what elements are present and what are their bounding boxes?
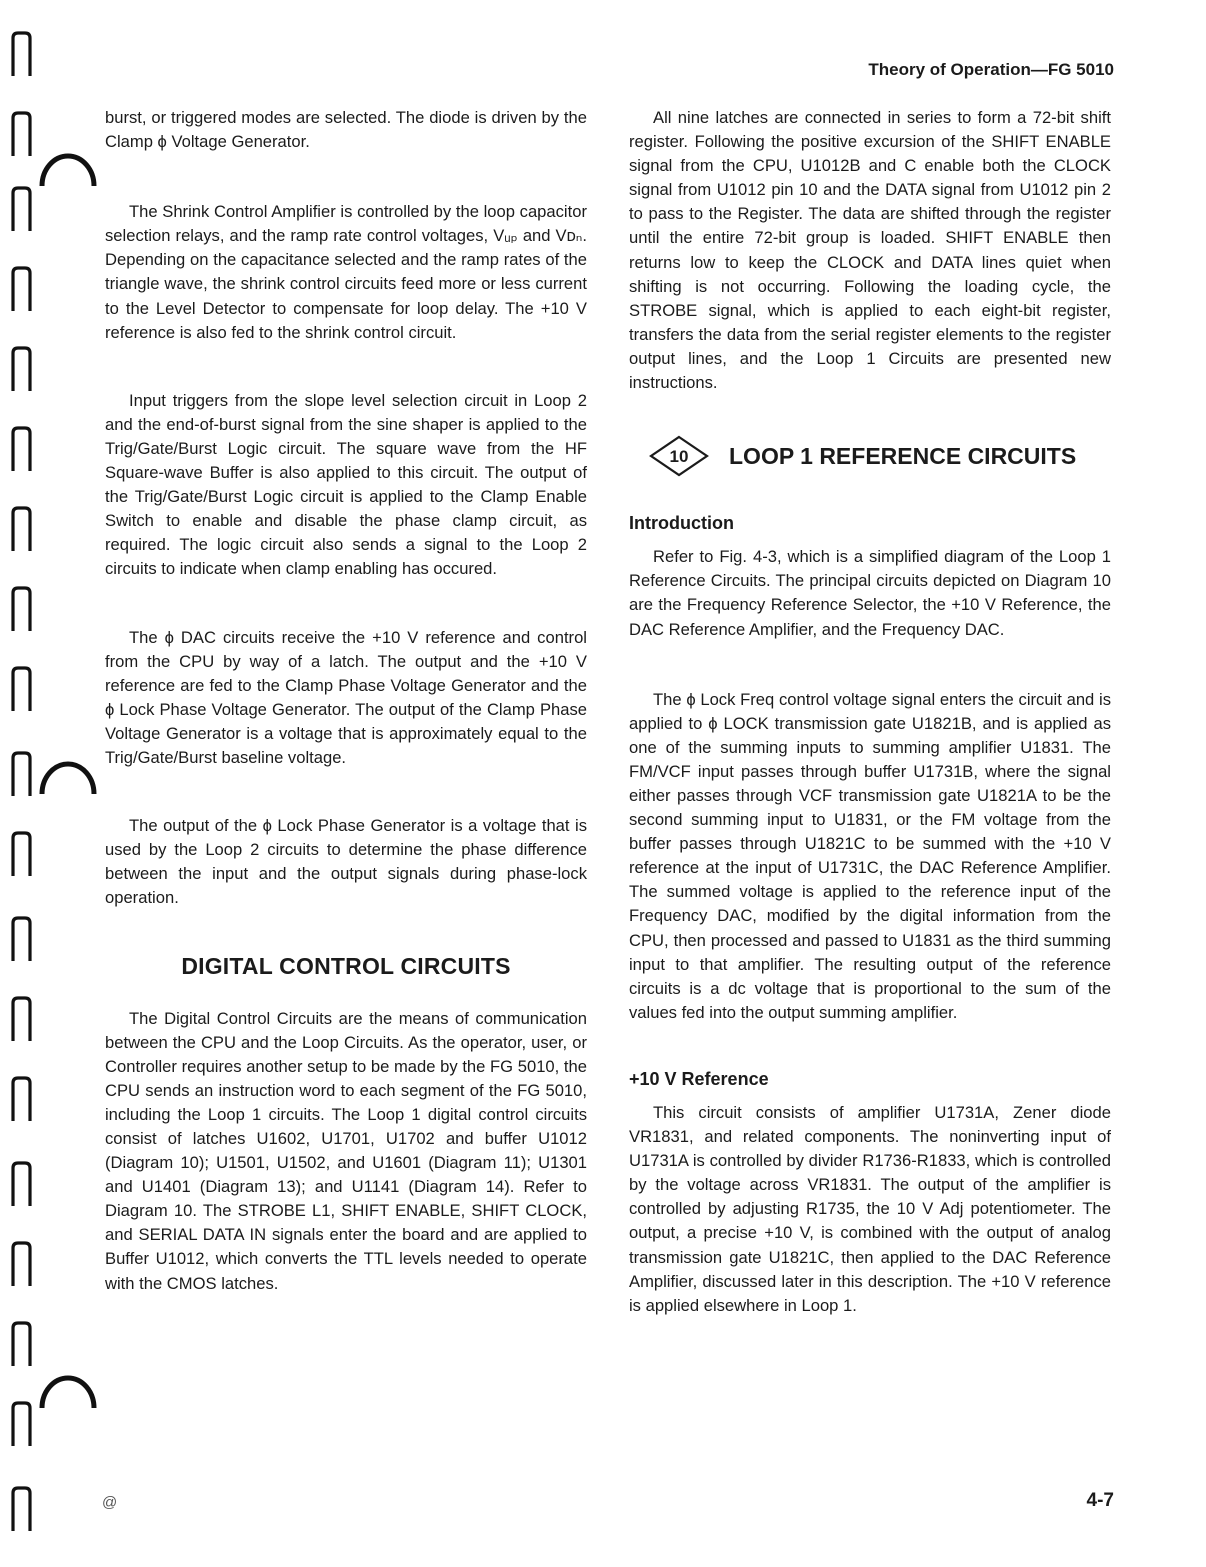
binding-hole-icon <box>6 345 36 393</box>
binding-hole-icon <box>6 505 36 553</box>
binding-hole-icon <box>6 1320 36 1368</box>
paragraph: Refer to Fig. 4-3, which is a simplified diagram of the Loop 1 Reference Circuits. The principal circuits depicted on Diagram 10 are the Frequency Reference Selector, the +10 V Reference, the DAC Reference Amplifier, and the Frequency DAC. <box>629 547 1111 639</box>
binding-hole-icon <box>6 110 36 158</box>
paragraph: All nine latches are connected in series to form a 72-bit shift register. Following the positive excursion of the SHIFT ENABLE signal from the CPU, U1012B and C enable both the CLOCK signal from U1012 pin 10 and the DATA signal from U1012 pin 2 to pass to the Register. The data are shifted through the register until the entire 72-bit group is loaded. SHIFT ENABLE then returns low to keep the CLOCK and DATA lines quiet when shifting is not occurring. Following the loading cycle, the STROBE signal, which is applied to each eight-bit register, transfers the data from the serial register elements to the register output lines, and the Loop 1 Circuits are presented new instructions. <box>629 108 1111 393</box>
section-heading: LOOP 1 REFERENCE CIRCUITS <box>729 443 1077 470</box>
diamond-badge-icon <box>649 435 709 477</box>
diagram-number: 10 <box>669 447 689 467</box>
binding-hole-icon <box>6 1485 36 1533</box>
punch-hole-icon <box>38 148 98 188</box>
binding-hole-icon <box>6 265 36 313</box>
binding-hole-icon <box>6 425 36 473</box>
binding-hole-icon <box>6 30 36 78</box>
binding-hole-icon <box>6 750 36 798</box>
left-column <box>105 106 587 1296</box>
running-title: Theory of Operation—FG 5010 <box>868 60 1114 79</box>
binding-hole-icon <box>6 665 36 713</box>
binding-hole-icon <box>6 585 36 633</box>
binding-hole-icon <box>6 1160 36 1208</box>
punch-hole-icon <box>38 1370 98 1410</box>
footer-mark: @ <box>102 1494 118 1511</box>
binding-hole-icon <box>6 185 36 233</box>
binding-hole-icon <box>6 995 36 1043</box>
binding-hole-icon <box>6 1240 36 1288</box>
paragraph: This circuit consists of amplifier U1731A, Zener diode VR1831, and related components. The noninverting input of U1731A is controlled by divider R1736-R1833, which is controlled by the voltage across VR1831. The output of the amplifier is controlled by adjusting R1735, the 10 V Adj potentiometer. The output, a precise +10 V, is combined with the output of analog transmission gate U1821C, then applied to the DAC Reference Amplifier, discussed later in this description. The +10 V reference is applied elsewhere in Loop 1. <box>629 1103 1111 1315</box>
paragraph: Input triggers from the slope level selection circuit in Loop 2 and the end-of-burst signal from the sine shaper is applied to the Trig/Gate/Burst Logic circuit. The square wave from the HF Square-wave Buffer is also applied to this circuit. The output of the Trig/Gate/Burst Logic circuit is applied to the Clamp Enable Switch to enable and disable the phase clamp circuit, as required. The logic circuit also sends a signal to the Loop 2 circuits to indicate when clamp enabling has occured. <box>105 390 587 579</box>
diagram-heading <box>629 435 1111 477</box>
paragraph: The Digital Control Circuits are the means of communication between the CPU and the Loop Circuits. As the operator, user, or Controller requires another setup to be made by the FG 5010, the CPU sends an instruction word to each segment of the FG 5010, including the Loop 1 circuits. The Loop 1 digital control circuits consist of latches U1602, U1701, U1702 and buffer U1012 (Diagram 10); U1501, U1502, and U1601 (Diagram 11); U1301 and U1401 (Diagram 13); and U1141 (Diagram 14). Refer to Diagram 10. The STROBE L1, SHIFT ENABLE, SHIFT CLOCK, and SERIAL DATA IN signals enter the board and are applied to Buffer U1012, which converts the TTL levels needed to operate with the CMOS latches. <box>105 1008 587 1293</box>
paragraph: The Shrink Control Amplifier is controlled by the loop capacitor selection relays, and the ramp rate control voltages, Vᵤₚ and Vᴅₙ. Depending on the capacitance selected and the ramp rates of the triangle wave, the shrink control circuits feed more or less current to the Level Detector to compensate for loop delay. The +10 V reference is also fed to the shrink control circuit. <box>105 202 587 342</box>
subheading: +10 V Reference <box>629 1068 769 1089</box>
paragraph: The ϕ DAC circuits receive the +10 V reference and control from the CPU by way of a latch. The output and the +10 V reference are fed to the Clamp Phase Voltage Generator and the ϕ Lock Phase Voltage Generator. The output of the Clamp Phase Voltage Generator is a voltage that is approximately equal to the Trig/Gate/Burst baseline voltage. <box>105 627 587 767</box>
punch-hole-icon <box>38 756 98 796</box>
page-number: 4-7 <box>1086 1490 1114 1511</box>
paragraph: burst, or triggered modes are selected. The diode is driven by the Clamp ϕ Voltage Generator. <box>105 108 587 152</box>
binding-hole-icon <box>6 830 36 878</box>
binding-hole-icon <box>6 1075 36 1123</box>
subheading: Introduction <box>629 513 734 534</box>
binding-hole-icon <box>6 1400 36 1448</box>
paragraph: The output of the ϕ Lock Phase Generator is a voltage that is used by the Loop 2 circuits to determine the phase difference between the input and the output signals during phase-lock operation. <box>105 816 587 908</box>
paragraph: The ϕ Lock Freq control voltage signal enters the circuit and is applied to ϕ LOCK transmission gate U1821B, and is applied as one of the summing inputs to summing amplifier U1831. The FM/VCF input passes through buffer U1731B, where the signal either passes through VCF transmission gate U1821A to be the second summing input to U1831, or the FM voltage from the buffer passes through U1821C to be summed with the +10 V reference at the input of U1731C, the DAC Reference Amplifier. The summed voltage is applied to the reference input of the Frequency DAC, modified by the digital information from the CPU, then processed and passed to U1831 as the third summing input to that amplifier. The resulting output of the reference circuits is a dc voltage that is proportional to the sum of the values fed into the output summing amplifier. <box>629 689 1111 1022</box>
section-heading: DIGITAL CONTROL CIRCUITS <box>181 953 511 980</box>
right-column <box>629 106 1111 1318</box>
binding-hole-icon <box>6 915 36 963</box>
